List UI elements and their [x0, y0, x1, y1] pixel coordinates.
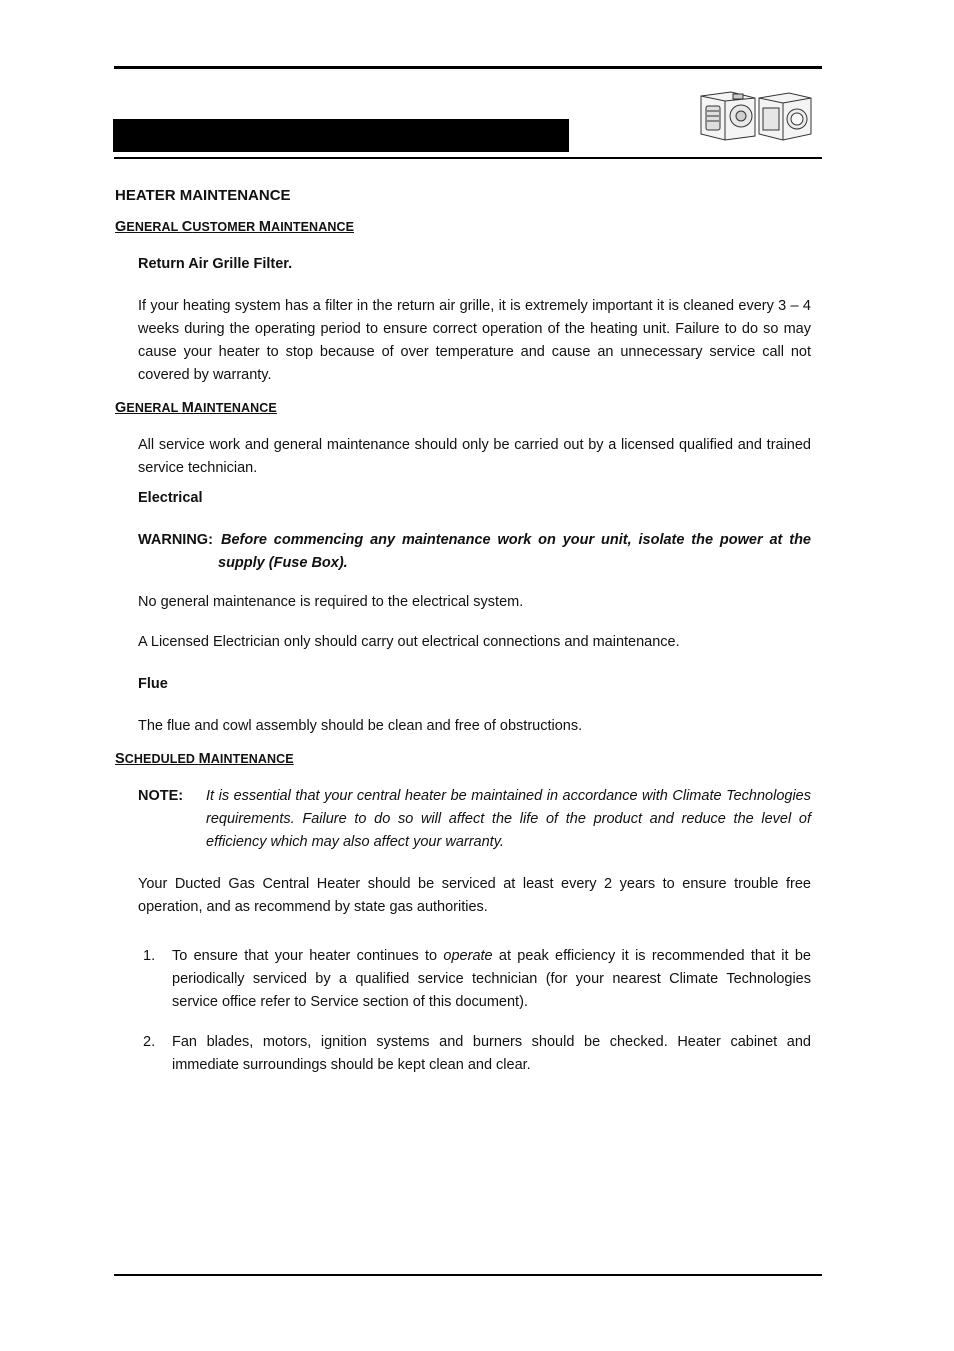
paragraph-electrical-2: A Licensed Electrician only should carry out electrical connections and maintenance.	[138, 634, 680, 650]
header-title-bar	[113, 119, 569, 152]
warning-label: WARNING:	[138, 532, 213, 548]
paragraph-return-air-filter: If your heating system has a filter in the return air grille, it is extremely important it is cleaned every 3 – 4 weeks during the operating period to ensure correct operation of the heating unit. Failure to do so may cause your heater to stop because of over temperature and cause an unnecessary service call not covered by warranty.	[138, 298, 811, 383]
heading-general-maintenance: GENERAL MAINTENANCE	[115, 400, 277, 416]
page-title: HEATER MAINTENANCE	[115, 187, 291, 204]
paragraph-flue: The flue and cowl assembly should be clean and free of obstructions.	[138, 718, 583, 734]
note-text: It is essential that your central heater be maintained in accordance with Climate Technologies requirements. Failure to do so will affect the life of the product and reduce the level of efficiency which may also affect your warranty.	[206, 788, 811, 850]
header-bottom-rule	[114, 157, 822, 159]
heading-scheduled-maintenance: SCHEDULED MAINTENANCE	[115, 751, 294, 767]
footer-rule	[114, 1274, 822, 1276]
paragraph-service-interval: Your Ducted Gas Central Heater should be serviced at least every 2 years to ensure trouble free operation, and as recommend by state gas authorities.	[138, 876, 811, 915]
paragraph-electrical-1: No general maintenance is required to the electrical system.	[138, 594, 524, 610]
subheading-return-air-filter: Return Air Grille Filter.	[138, 256, 293, 272]
heater-units-icon	[697, 84, 813, 144]
list-item: To ensure that your heater continues to operate at peak efficiency it is recommended that it be periodically serviced by a qualified service technician (for your nearest Climate Technologies service office refer to Service section of this document).	[172, 948, 811, 1010]
list-item: Fan blades, motors, ignition systems and burners should be checked. Heater cabinet and immediate surroundings should be kept clean and clear.	[172, 1034, 811, 1073]
list-item-number: 2.	[143, 1034, 156, 1050]
warning-text: Before commencing any maintenance work on your unit, isolate the power at the supply (Fuse Box).	[218, 532, 811, 571]
subheading-electrical: Electrical	[138, 490, 203, 506]
note-label: NOTE:	[138, 788, 184, 804]
heading-general-customer-maintenance: GENERAL CUSTOMER MAINTENANCE	[115, 219, 355, 235]
subheading-flue: Flue	[138, 676, 168, 692]
paragraph-general-maintenance: All service work and general maintenance should only be carried out by a licensed qualified and trained service technician.	[138, 437, 811, 476]
header-top-rule	[114, 66, 822, 69]
list-item-number: 1.	[143, 948, 156, 964]
